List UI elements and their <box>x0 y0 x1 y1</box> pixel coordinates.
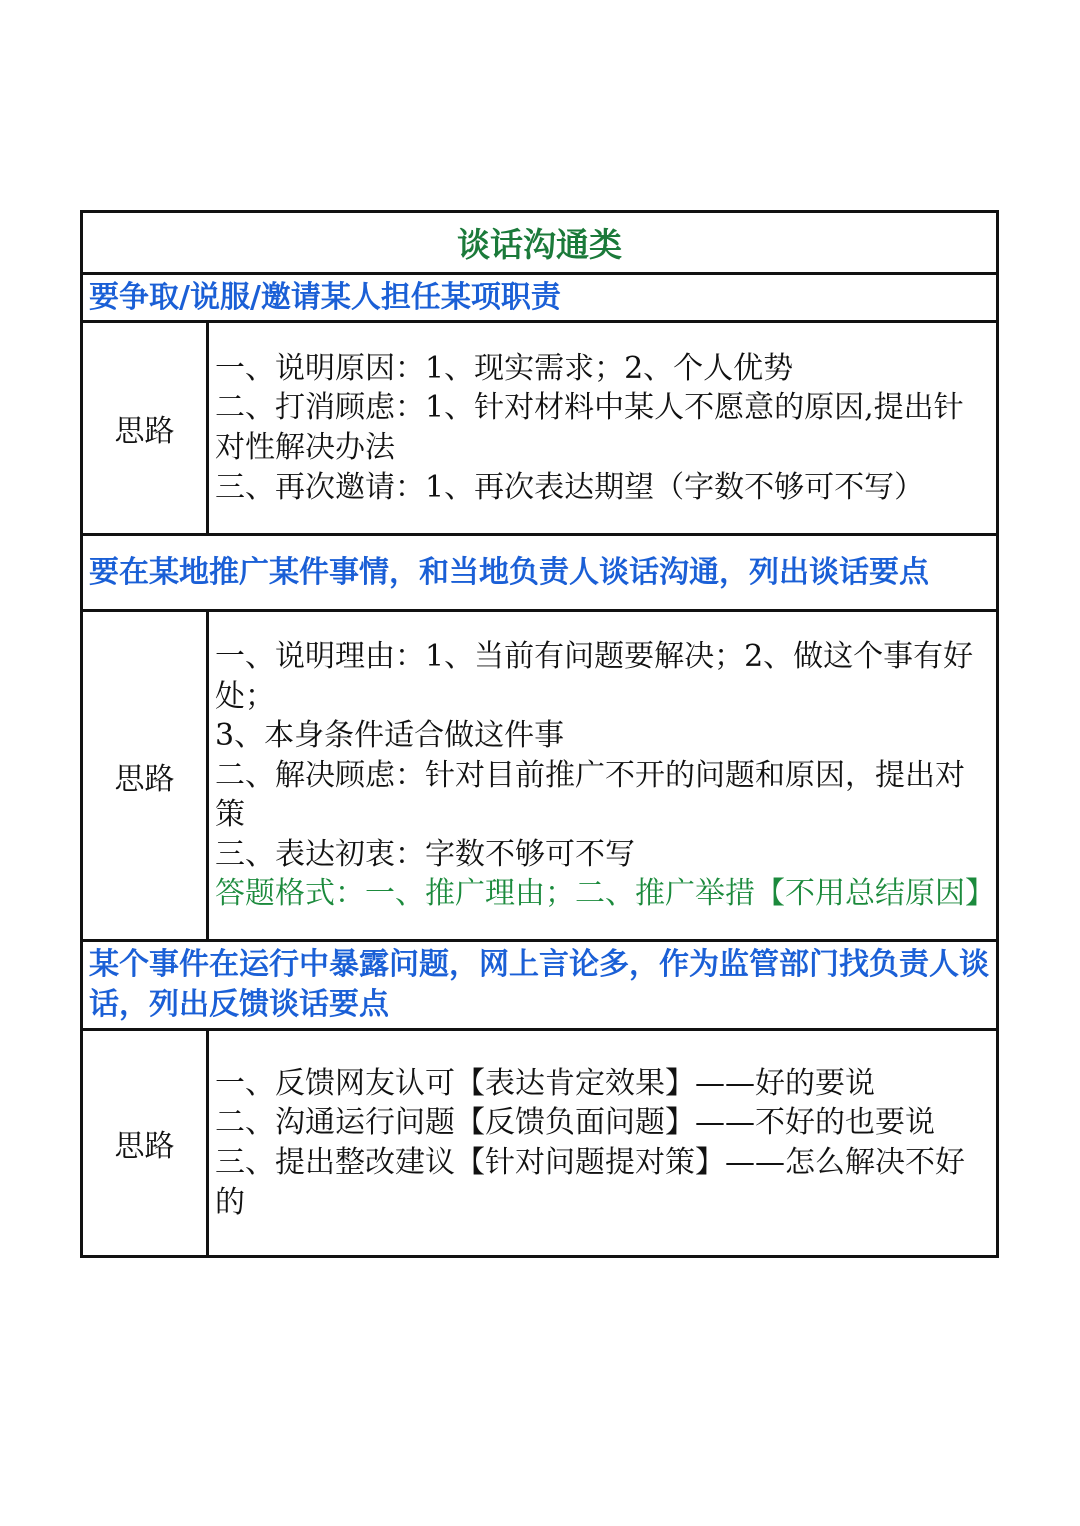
topic-row-2: 要在某地推广某件事情，和当地负责人谈话沟通，列出谈话要点 <box>83 536 996 612</box>
approach-content <box>209 1031 996 1255</box>
approach-line: 一、反馈网友认可【表达肯定效果】——好的要说 <box>215 1065 875 1101</box>
approach-line: 3、本身条件适合做这件事 <box>215 718 565 754</box>
approach-label: 思路 <box>83 1031 209 1255</box>
approach-line: 三、表达初衷：字数不够可不写 <box>215 836 635 872</box>
approach-line: 三、提出整改建议【针对问题提对策】——怎么解决不好的 <box>215 1145 965 1220</box>
approach-row-1 <box>83 323 996 536</box>
approach-line: 一、说明原因：1、现实需求；2、个人优势 <box>215 350 794 386</box>
topic-row-3: 某个事件在运行中暴露问题，网上言论多，作为监管部门找负责人谈话，列出反馈谈话要点 <box>83 942 996 1031</box>
approach-row-2 <box>83 612 996 942</box>
approach-line: 一、说明理由：1、当前有问题要解决；2、做这个事有好处； <box>215 638 974 714</box>
approach-line: 二、沟通运行问题【反馈负面问题】——不好的也要说 <box>215 1105 935 1141</box>
approach-content <box>209 612 996 939</box>
approach-line: 二、解决顾虑：针对目前推广不开的问题和原因，提出对策 <box>215 757 965 833</box>
topic-row-1: 要争取/说服/邀请某人担任某项职责 <box>83 275 996 323</box>
answer-format-note: 答题格式：一、推广理由；二、推广举措【不用总结原因】 <box>215 876 995 912</box>
table-title: 谈话沟通类 <box>83 213 996 275</box>
approach-row-3 <box>83 1031 996 1255</box>
approach-label: 思路 <box>83 323 209 533</box>
talk-communication-table <box>80 210 999 1258</box>
approach-line: 三、再次邀请：1、再次表达期望（字数不够可不写） <box>215 469 925 505</box>
approach-content <box>209 323 996 533</box>
approach-line: 二、打消顾虑：1、针对材料中某人不愿意的原因,提出针对性解决办法 <box>215 390 964 465</box>
approach-label: 思路 <box>83 612 209 939</box>
